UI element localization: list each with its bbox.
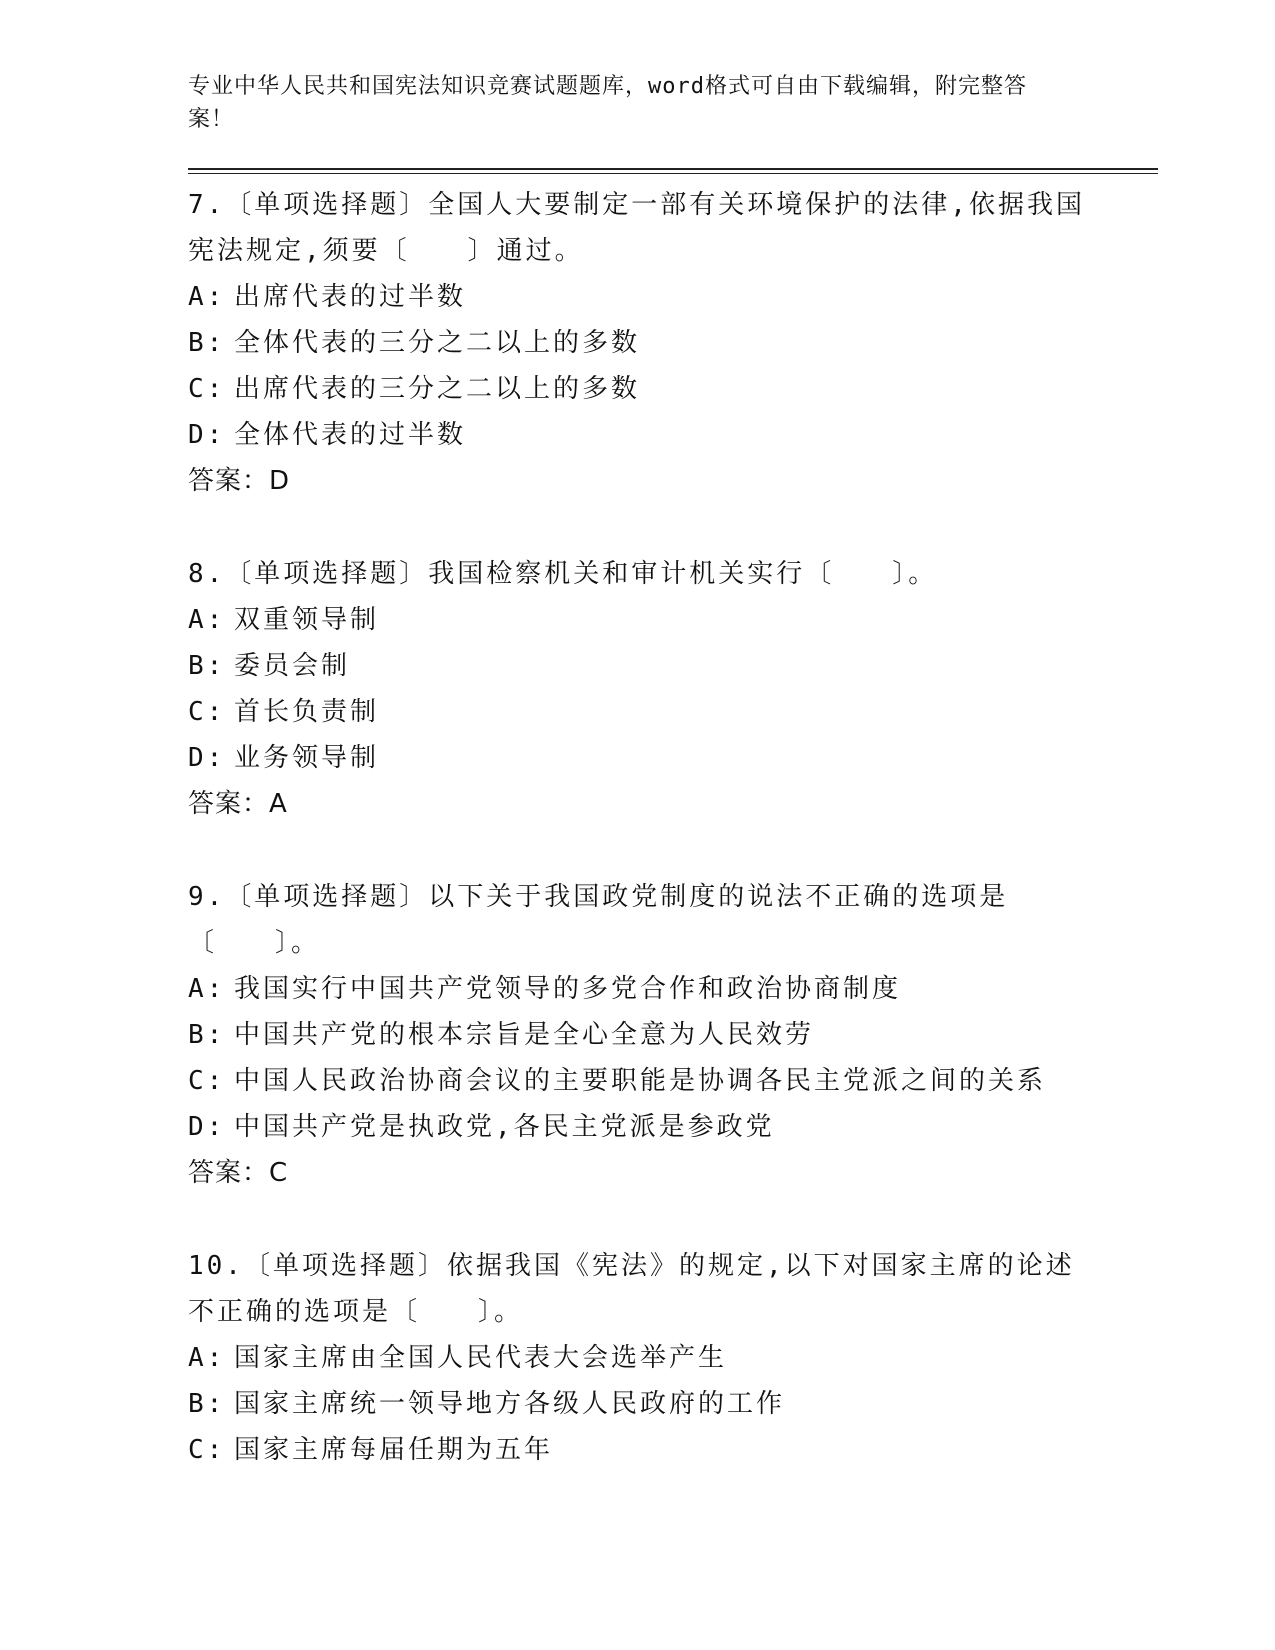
answer-option <box>188 1058 1158 1104</box>
question-stem: 8.〔单项选择题〕我国检察机关和审计机关实行〔 〕。 <box>188 559 938 589</box>
answer-option <box>188 597 1158 643</box>
question-block <box>188 551 1158 827</box>
answer-key: 答案：C <box>188 1158 289 1188</box>
header-rule-thin <box>188 173 1158 174</box>
question-block <box>188 874 1158 1196</box>
option-letter: C: <box>188 374 226 404</box>
answer-option <box>188 274 1158 320</box>
question-block <box>188 1243 1158 1473</box>
option-letter: D: <box>188 420 226 450</box>
option-letter: C: <box>188 1435 226 1465</box>
header-rule-thick <box>188 168 1158 170</box>
answer-option <box>188 1381 1158 1427</box>
answer-option <box>188 1427 1158 1473</box>
option-text: 出席代表的三分之二以上的多数 <box>234 374 641 404</box>
question-block <box>188 182 1158 504</box>
option-text: 国家主席每届任期为五年 <box>234 1435 554 1465</box>
option-letter: B: <box>188 651 226 681</box>
option-text: 全体代表的三分之二以上的多数 <box>234 328 641 358</box>
question-stem: 10.〔单项选择题〕依据我国《宪法》的规定,以下对国家主席的论述不正确的选项是〔 〕。 <box>188 1251 1075 1327</box>
question-list <box>188 182 1158 1473</box>
option-text: 业务领导制 <box>234 743 380 773</box>
answer-option <box>188 966 1158 1012</box>
option-text: 我国实行中国共产党领导的多党合作和政治协商制度 <box>234 974 902 1004</box>
document-page <box>188 70 1158 1520</box>
option-text: 全体代表的过半数 <box>234 420 467 450</box>
answer-option <box>188 735 1158 781</box>
answer-option <box>188 643 1158 689</box>
option-text: 国家主席统一领导地方各级人民政府的工作 <box>234 1389 786 1419</box>
answer-option <box>188 1012 1158 1058</box>
option-text: 中国人民政治协商会议的主要职能是协调各民主党派之间的关系 <box>234 1066 1047 1096</box>
option-letter: C: <box>188 697 226 727</box>
option-letter: D: <box>188 1112 226 1142</box>
option-letter: B: <box>188 1020 226 1050</box>
answer-option <box>188 320 1158 366</box>
answer-option <box>188 1104 1158 1150</box>
option-letter: B: <box>188 1389 226 1419</box>
answer-option <box>188 1335 1158 1381</box>
option-text: 委员会制 <box>234 651 351 681</box>
document-header: 专业中华人民共和国宪法知识竞赛试题题库，word格式可自由下载编辑，附完整答案！ <box>188 74 1027 132</box>
option-text: 出席代表的过半数 <box>234 282 467 312</box>
answer-key: 答案：A <box>188 789 288 819</box>
answer-key: 答案：D <box>188 466 291 496</box>
option-text: 中国共产党是执政党,各民主党派是参政党 <box>234 1112 775 1142</box>
question-stem: 9.〔单项选择题〕以下关于我国政党制度的说法不正确的选项是〔 〕。 <box>188 882 1009 958</box>
answer-option <box>188 689 1158 735</box>
option-letter: B: <box>188 328 226 358</box>
option-letter: A: <box>188 974 226 1004</box>
option-letter: C: <box>188 1066 226 1096</box>
answer-option <box>188 366 1158 412</box>
option-letter: A: <box>188 1343 226 1373</box>
option-text: 双重领导制 <box>234 605 380 635</box>
question-stem: 7.〔单项选择题〕全国人大要制定一部有关环境保护的法律,依据我国宪法规定,须要〔 〕通过。 <box>188 190 1085 266</box>
option-text: 首长负责制 <box>234 697 380 727</box>
option-letter: A: <box>188 282 226 312</box>
option-letter: A: <box>188 605 226 635</box>
option-text: 国家主席由全国人民代表大会选举产生 <box>234 1343 728 1373</box>
option-letter: D: <box>188 743 226 773</box>
option-text: 中国共产党的根本宗旨是全心全意为人民效劳 <box>234 1020 815 1050</box>
answer-option <box>188 412 1158 458</box>
